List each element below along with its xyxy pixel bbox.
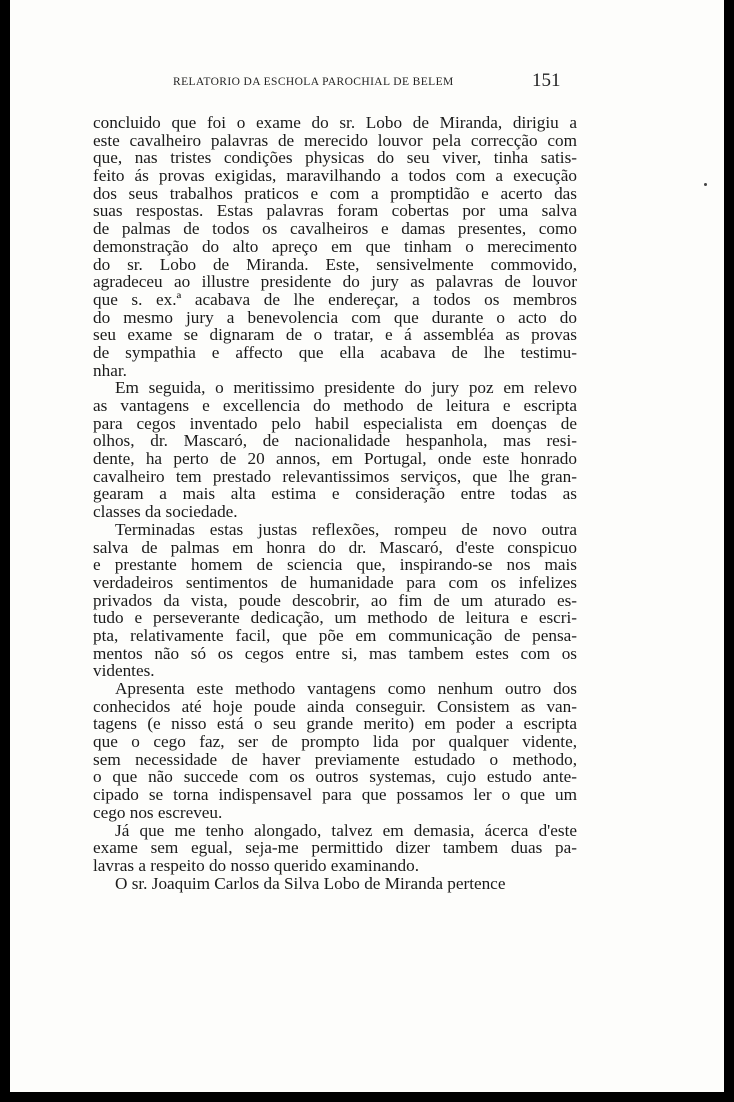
- text-line: Terminadas estas justas reflexões, rompeu de novo outra: [115, 519, 577, 539]
- paragraph: [93, 875, 577, 893]
- book-page: [10, 0, 724, 1092]
- text-line: de sympathia e affecto que ella acabava de lhe testimu-: [93, 342, 577, 362]
- text-line: privados da vista, poude descobrir, ao fim de um aturado es-: [93, 590, 577, 610]
- text-line: que s. ex.ª acabava de lhe endereçar, a todos os membros: [93, 289, 577, 309]
- paragraph: [93, 680, 577, 822]
- text-line: e prestante homem de sciencia que, inspirando-se nos mais: [93, 555, 577, 575]
- text-line: do mesmo jury a benevolencia com que durante o acto do: [93, 307, 577, 327]
- text-line: que, nas tristes condições physicas do seu viver, tinha satis-: [93, 148, 577, 168]
- text-line: tudo e perseverante dedicação, um methodo de leitura e escri-: [93, 608, 577, 628]
- text-line: O sr. Joaquim Carlos da Silva Lobo de Miranda pertence: [115, 873, 506, 893]
- text-line: classes da sociedade.: [93, 502, 238, 522]
- text-line: as vantagens e excellencia do methodo de leitura e escripta: [93, 396, 577, 415]
- paragraph: [93, 114, 577, 379]
- text-line: o que não succede com os outros systemas, cujo estudo ante-: [93, 767, 577, 787]
- paragraph: [93, 521, 577, 680]
- text-line: para cegos inventado pelo habil especialista em doenças de: [93, 413, 577, 433]
- text-line: lavras a respeito do nosso querido examinando.: [93, 855, 420, 875]
- text-line: seu exame se dignaram de o tratar, e á assembléa as provas: [93, 325, 577, 345]
- text-line: exame sem egual, seja-me permittido dizer tambem duas pa-: [93, 838, 577, 858]
- text-line: sem necessidade de haver previamente estudado o methodo,: [93, 749, 577, 769]
- text-line: videntes.: [93, 661, 155, 681]
- text-line: Já que me tenho alongado, talvez em demasia, ácerca d'este: [115, 820, 577, 840]
- text-line: agradeceu ao illustre presidente do jury as palavras de louvor: [93, 272, 577, 292]
- text-line: Apresenta este methodo vantagens como nenhum outro dos: [115, 679, 577, 698]
- text-line: olhos, dr. Mascaró, de nacionalidade hespanhola, mas resi-: [93, 431, 577, 451]
- text-line: tagens (e nisso está o seu grande merito) em poder a escripta: [93, 714, 577, 734]
- text-line: dente, ha perto de 20 annos, em Portugal, onde este honrado: [93, 449, 577, 469]
- text-line: do sr. Lobo de Miranda. Este, sensivelmente commovido,: [93, 254, 577, 274]
- text-line: gearam a mais alta estima e consideração entre todas as: [93, 484, 577, 504]
- text-line: cipado se torna indispensavel para que possamos ler o que um: [93, 785, 577, 805]
- running-header: RELATORIO DA ESCHOLA PAROCHIAL DE BELEM: [173, 76, 454, 88]
- text-line: Em seguida, o meritissimo presidente do jury poz em relevo: [115, 378, 577, 398]
- text-line: dos seus trabalhos praticos e com a promptidão e acerto das: [93, 183, 577, 203]
- text-line: este cavalheiro palavras de merecido louvor pela correcção com: [93, 130, 577, 150]
- text-line: cavalheiro tem prestado relevantissimos serviços, que lhe gran-: [93, 466, 577, 486]
- text-line: demonstração do alto apreço em que tinham o merecimento: [93, 236, 577, 256]
- text-line: feito ás provas exigidas, maravilhando a todos com a execução: [93, 166, 577, 186]
- text-line: nhar.: [93, 360, 127, 380]
- paragraph: [93, 822, 577, 875]
- text-line: suas respostas. Estas palavras foram cobertas por uma salva: [93, 201, 577, 221]
- text-line: salva de palmas em honra do dr. Mascaró, d'este conspicuo: [93, 537, 577, 557]
- text-line: concluido que foi o exame do sr. Lobo de Miranda, dirigiu a: [93, 113, 577, 132]
- page-number: 151: [532, 70, 561, 91]
- text-line: que o cego faz, ser de prompto lida por qualquer vidente,: [93, 732, 577, 752]
- text-line: cego nos escreveu.: [93, 802, 223, 822]
- text-line: verdadeiros sentimentos de humanidade para com os infelizes: [93, 572, 577, 592]
- text-line: pta, relativamente facil, que põe em communicação de pensa-: [93, 625, 577, 645]
- text-line: conhecidos até hoje poude ainda conseguir. Consistem as van-: [93, 696, 577, 716]
- margin-speck: [704, 183, 707, 186]
- text-line: mentos não só os cegos entre si, mas tambem estes com os: [93, 643, 577, 663]
- paragraph: [93, 379, 577, 521]
- text-line: de palmas de todos os cavalheiros e damas presentes, como: [93, 219, 577, 239]
- body-text: [93, 114, 577, 892]
